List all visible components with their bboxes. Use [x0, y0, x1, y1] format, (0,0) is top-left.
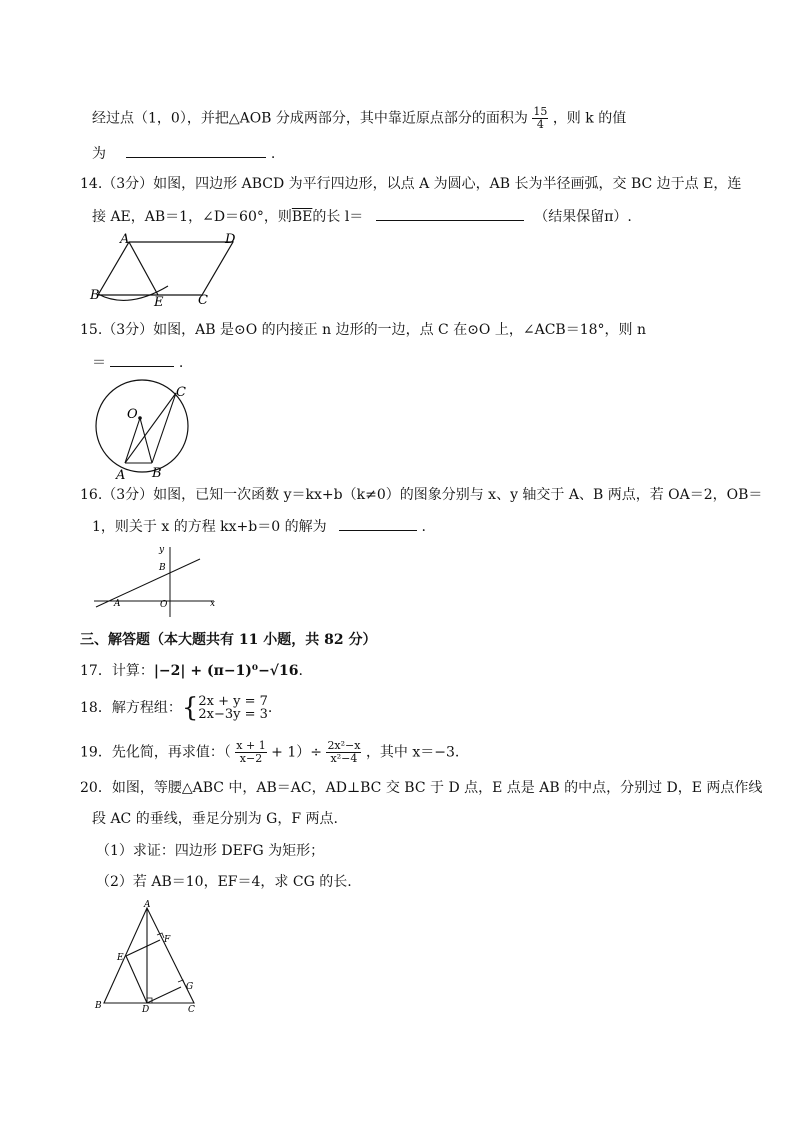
- q16-function-line: [96, 559, 200, 607]
- q15-answer-blank[interactable]: [110, 352, 174, 367]
- q20-right-angle-g: [178, 980, 185, 985]
- q20-label-e: E: [117, 953, 124, 963]
- q13-line2-suffix: .: [270, 146, 276, 162]
- q16-line2-prefix: 1，则关于 x 的方程 kx+b＝0 的解为: [92, 519, 327, 535]
- q17-prefix: 17．计算：: [80, 663, 154, 679]
- q18-system: [198, 695, 268, 721]
- q19-line: [80, 740, 459, 765]
- q18-suffix: .: [267, 700, 273, 716]
- q15-segment-ac: [125, 393, 176, 463]
- q16-line2-suffix: .: [421, 519, 426, 535]
- q15-label-a: A: [116, 468, 126, 482]
- q20-triangle-figure: [90, 898, 210, 1016]
- q14-line2-suffix: （结果保留π）.: [534, 209, 632, 225]
- q14-arc-label: $\overline{BE}$: [291, 209, 313, 225]
- q19-fraction-2: [326, 740, 361, 765]
- q13-frac-numerator: 15: [533, 105, 548, 118]
- q14-label-e: E: [154, 295, 164, 308]
- q15-label-o: O: [127, 407, 138, 422]
- q20-label-g: G: [186, 982, 194, 992]
- q17-suffix: .: [298, 663, 303, 679]
- q18-brace: {: [181, 693, 199, 723]
- q19-frac2-numerator: 2x²−x: [327, 739, 361, 752]
- q13-line2-prefix: 为: [92, 146, 106, 162]
- q16-graph-figure: [90, 543, 222, 619]
- q14-line2-prefix: 接 AE，AB＝1，∠D＝60°，则: [92, 209, 292, 225]
- q13-line2: [92, 143, 275, 164]
- q16-line1: 16.（3分）如图，已知一次函数 y＝kx+b（k≠0）的图象分别与 x、y 轴交于 A、B 两点，若 OA＝2，OB＝: [80, 487, 763, 503]
- q16-label-o: O: [160, 600, 168, 610]
- q20-label-f: F: [164, 935, 171, 945]
- q14-label-b: B: [90, 288, 100, 303]
- q16-answer-blank[interactable]: [339, 516, 417, 531]
- q19-frac2-denominator: x²−4: [330, 752, 358, 765]
- q15-line2-prefix: ＝: [92, 355, 106, 371]
- q17-line: [80, 661, 303, 681]
- q14-label-c: C: [198, 293, 208, 308]
- q16-label-b: B: [159, 563, 166, 573]
- q15-circle-figure: [90, 378, 200, 482]
- q19-frac1-denominator: x−2: [239, 752, 263, 765]
- q20-label-d: D: [142, 1005, 150, 1015]
- q16-line2: [92, 516, 426, 537]
- q15-segment-bc: [152, 393, 176, 463]
- q18-line: [80, 695, 272, 721]
- q20-label-b: B: [95, 1001, 102, 1011]
- q19-frac1-numerator: x + 1: [236, 739, 266, 752]
- q20-sub1: （1）求证：四边形 DEFG 为矩形；: [96, 843, 325, 859]
- q14-line2-mid: 的长 l＝: [312, 209, 364, 225]
- q15-label-c: C: [176, 385, 186, 400]
- q20-segment-ed: [126, 956, 147, 1003]
- q15-line2-suffix: .: [178, 355, 184, 371]
- q13-answer-blank[interactable]: [126, 143, 266, 158]
- q16-label-a: A: [114, 599, 121, 609]
- q17-expression: |−2| + (π−1)⁰−√16: [153, 663, 299, 679]
- q13-text-2: ，则 k 的值: [552, 110, 627, 127]
- q14-line2: [92, 206, 632, 227]
- q14-label-a: A: [120, 232, 130, 247]
- q13-frac-denominator: 4: [536, 118, 544, 131]
- q14-label-d: D: [225, 232, 236, 247]
- q18-equation-1: 2x + y = 7: [198, 694, 268, 709]
- q20-label-a: A: [144, 900, 151, 910]
- q16-label-x: x: [210, 599, 216, 609]
- q20-line1: 20．如图，等腰△ABC 中，AB＝AC，AD⊥BC 交 BC 于 D 点，E 点是 AB 的中点，分别过 D，E 两点作线: [80, 780, 763, 796]
- q15-line2: [92, 352, 183, 373]
- q20-label-c: C: [188, 1005, 195, 1015]
- q15-segment-oa: [125, 418, 140, 463]
- q19-prefix: 19．先化简，再求值：（: [80, 744, 231, 761]
- q20-sub2: （2）若 AB＝10，EF＝4，求 CG 的长.: [96, 874, 352, 890]
- q13-line1: [92, 106, 626, 131]
- q14-segment-ae: [129, 242, 158, 295]
- q19-mid: + 1）÷: [271, 744, 322, 761]
- q14-line1: 14.（3分）如图，四边形 ABCD 为平行四边形，以点 A 为圆心，AB 长为半径画弧，交 BC 边于点 E，连: [80, 176, 742, 192]
- q14-answer-blank[interactable]: [376, 206, 524, 221]
- q13-fraction: [532, 106, 548, 131]
- q15-line1: 15.（3分）如图，AB 是⊙O 的内接正 n 边形的一边，点 C 在⊙O 上，∠ACB＝18°，则 n: [80, 322, 646, 338]
- q18-equation-2: 2x−3y = 3: [198, 707, 268, 722]
- q19-suffix: ，其中 x＝−3.: [365, 744, 460, 761]
- q14-parallelogram-figure: [88, 230, 248, 308]
- q19-fraction-1: [235, 740, 266, 765]
- q15-label-b: B: [152, 466, 162, 481]
- q13-text-1: 经过点（1，0），并把△AOB 分成两部分，其中靠近原点部分的面积为: [92, 110, 528, 127]
- q16-label-y: y: [159, 545, 165, 555]
- q20-line2: 段 AC 的垂线，垂足分别为 G，F 两点.: [92, 811, 338, 827]
- section-3-heading: 三、解答题（本大题共有 11 小题，共 82 分）: [80, 632, 377, 648]
- q18-prefix: 18．解方程组：: [80, 700, 182, 716]
